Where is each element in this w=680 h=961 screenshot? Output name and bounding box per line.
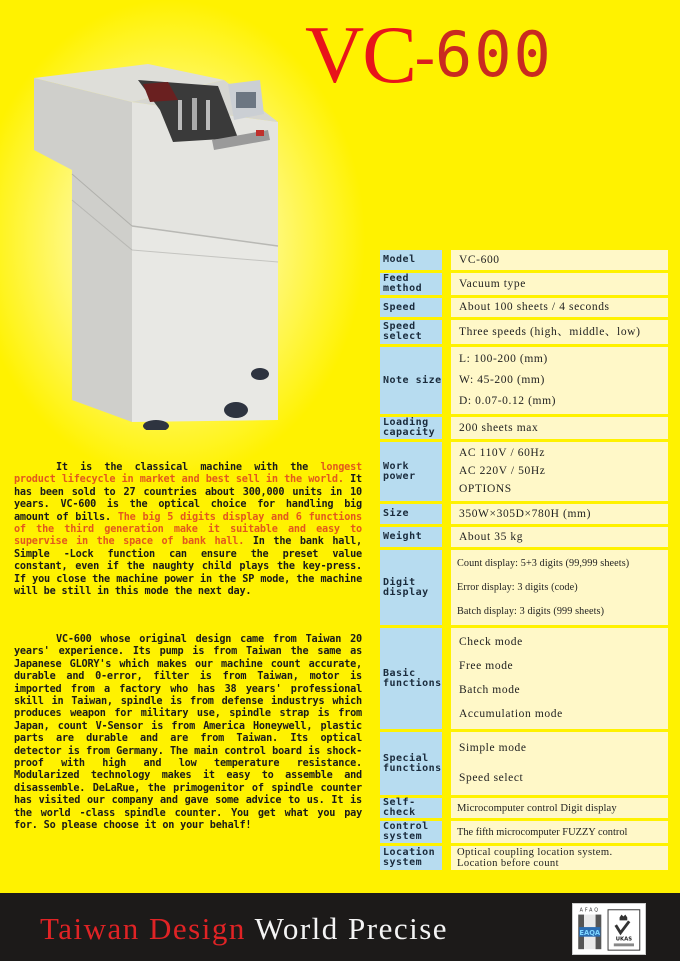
spec-value-line: Count display: 5+3 digits (99,999 sheets) [457, 558, 630, 570]
spec-value-line: L: 100-200 (mm) [459, 353, 548, 365]
spec-value-line: Optical coupling location system. [457, 847, 613, 858]
spec-value-line: About 100 sheets / 4 seconds [459, 301, 610, 313]
product-photo [28, 50, 288, 430]
spec-label: Size [380, 504, 442, 524]
spec-label: Loading capacity [380, 417, 442, 439]
spec-label: Speed [380, 298, 442, 317]
spec-row-model [380, 250, 668, 270]
spec-value-line: Speed select [459, 771, 524, 784]
title-prefix: VC [305, 9, 415, 100]
spec-value-line: Batch display: 3 digits (999 sheets) [457, 605, 605, 617]
spec-value-line: OPTIONS [459, 483, 512, 496]
spec-label: Work power [380, 442, 442, 501]
spec-value-line: Microcomputer control Digit display [457, 802, 617, 814]
spec-value-line: Three speeds (high、middle、low) [459, 325, 641, 338]
spec-row-speed [380, 298, 668, 317]
spec-value-line: Free mode [459, 659, 514, 672]
spec-value [451, 298, 668, 317]
slogan [40, 911, 448, 947]
description-text: It is the classical machine with the [56, 462, 321, 473]
spec-row-location-system [380, 846, 668, 870]
spec-row-feed-method [380, 273, 668, 295]
spec-label: Note size [380, 347, 442, 414]
spec-value [451, 846, 668, 870]
spec-value [451, 442, 668, 501]
spec-value-line: 350W×305D×780H (mm) [459, 507, 592, 520]
spec-value [451, 504, 668, 524]
spec-row-speed-select [380, 320, 668, 344]
spec-value [451, 550, 668, 625]
spec-value [451, 628, 668, 729]
spec-value [451, 250, 668, 270]
product-title [305, 9, 553, 100]
spec-row-weight [380, 527, 668, 547]
spec-row-loading-capacity [380, 417, 668, 439]
spec-label: Weight [380, 527, 442, 547]
spec-label: Special functions [380, 732, 442, 795]
spec-label: Feed method [380, 273, 442, 295]
spec-label: Basic functions [380, 628, 442, 729]
svg-text:UKAS: UKAS [615, 936, 633, 943]
svg-text:EAQA: EAQA [579, 928, 601, 937]
spec-value-line: Simple mode [459, 742, 527, 755]
description-text: It has been sold to 27 countries about 300,000 units in 10 years. VC-600 is the optical choice for handling big amount of bills. [14, 474, 362, 523]
svg-text:AFAQ: AFAQ [579, 908, 600, 914]
spec-value-line: The fifth microcomputer FUZZY control [457, 826, 628, 838]
spec-row-self-check [380, 798, 668, 818]
spec-table [380, 250, 668, 873]
spec-value [451, 320, 668, 344]
spec-value-line: About 35 kg [459, 530, 524, 543]
spec-label: Control system [380, 821, 442, 843]
spec-label: Location system [380, 846, 442, 870]
title-dash: - [414, 23, 435, 89]
description-text: In the bank hall, Simple -Lock function can ensure the preset value constant, even if the naughty child plays the key-press. If you close the machine power in the SP mode, the machine will be still in this mode the next day. [14, 536, 362, 598]
spec-value-line: W: 45-200 (mm) [459, 374, 545, 386]
spec-value [451, 821, 668, 843]
spec-row-digit-display [380, 550, 668, 625]
description-text: VC-600 whose original design came from Taiwan 20 years' experience. Its pump is from Taiwan the same as Japanese GLORY's which makes our machine count accurate, durable and 0-error, filter is from Taiwan, motor is imported from a factory who has 38 years' professional skill in Taiwan, spindle is from defense industrys which produces weapon for military use, spindle strap is from Japan, count V-Sensor is from America Honeywell, plastic parts are durable and are from Taiwan. Its optical detector is from Germany. The main control board is shock-proof with high and low temperature resistance. Modularized technology makes it easy to assemble and disassemble. DeLaRue, the primogenitor of spindle counter has visited our company and gave some advice to us. It is the world -class spindle counter. You get what you pay for. So please choose it on your behalf! [14, 634, 362, 832]
spec-row-control-system [380, 821, 668, 843]
spec-value-line: Vacuum type [459, 277, 526, 290]
spec-value [451, 527, 668, 547]
spec-label: Digit display [380, 550, 442, 625]
spec-value-line: AC 110V / 60Hz [459, 446, 546, 459]
spec-value-line: AC 220V / 50Hz [459, 464, 546, 477]
spec-value [451, 798, 668, 818]
description-paragraph-2 [14, 634, 362, 833]
spec-value [451, 347, 668, 414]
description-highlight: longest product lifecycle in market and best sell in the world. [14, 462, 362, 486]
spec-value [451, 732, 668, 795]
spec-row-special-functions [380, 732, 668, 795]
spec-row-work-power [380, 442, 668, 501]
spec-value [451, 273, 668, 295]
spec-value-line: Batch mode [459, 684, 521, 697]
description-highlight: The big 5 digits display and 6 functions of the third generation make it suitable and easy to supervise in the space of bank hall. [14, 511, 362, 548]
title-number: 600 [434, 18, 553, 91]
spec-value-line: Error display: 3 digits (code) [457, 581, 578, 593]
footer-banner [0, 893, 680, 961]
spec-row-note-size [380, 347, 668, 414]
spec-value-line: Location before count [457, 858, 559, 869]
spec-value-line: D: 0.07-0.12 (mm) [459, 395, 557, 407]
slogan-taiwan-design: Taiwan Design [40, 911, 246, 946]
slogan-world-precise: World Precise [254, 911, 449, 946]
spec-label: Self-check [380, 798, 442, 818]
spec-label: Speed select [380, 320, 442, 344]
spec-label: Model [380, 250, 442, 270]
spec-row-size [380, 504, 668, 524]
spec-row-basic-functions [380, 628, 668, 729]
spec-value-line: Check mode [459, 635, 523, 648]
spec-value-line: Accumulation mode [459, 708, 563, 721]
spec-value [451, 417, 668, 439]
spec-value-line: VC-600 [459, 253, 500, 266]
spec-value-line: 200 sheets max [459, 421, 539, 434]
certification-logos-icon [572, 903, 646, 955]
description-paragraph-1 [14, 462, 362, 598]
